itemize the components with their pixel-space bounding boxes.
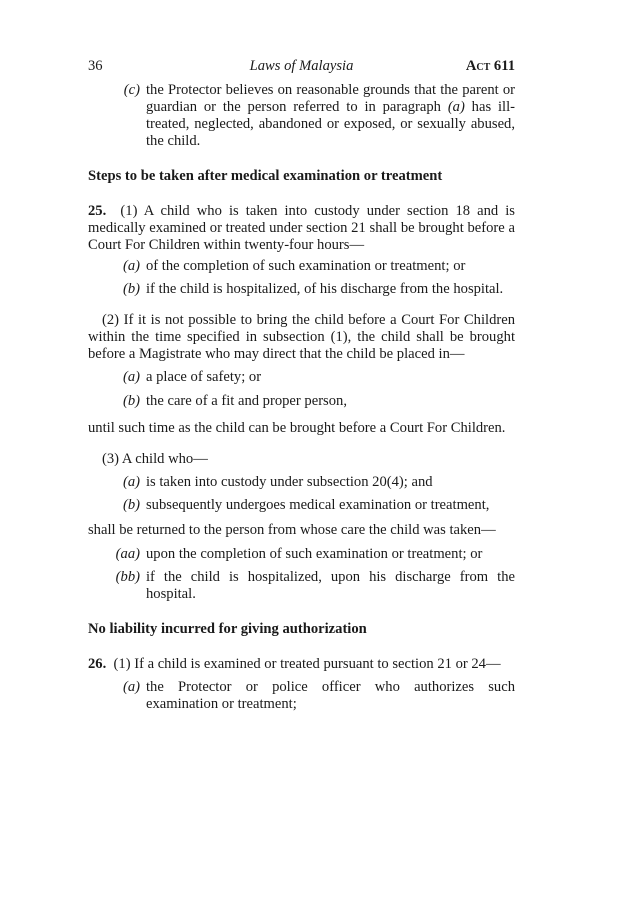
list-item — [88, 369, 515, 386]
item-label: (a) — [122, 369, 140, 385]
item-text: a place of safety; or — [146, 369, 262, 385]
item-label: (a) — [122, 474, 140, 490]
paragraph: (3) A child who— — [102, 451, 208, 467]
list-item — [88, 569, 515, 603]
item-text: of the completion of such examination or treatment; or — [146, 258, 466, 274]
item-label: (c) — [123, 82, 140, 98]
item-label: (b) — [122, 281, 140, 297]
item-label: (a) — [122, 258, 140, 274]
header-title: Laws of Malaysia — [249, 58, 354, 74]
item-text: the care of a fit and proper person, — [146, 393, 347, 409]
paragraph: 25. (1) A child who is taken into custody under section 18 and is medically examined or treated under section 21 shall be brought before a Court For Children within twenty-four hours— — [88, 203, 515, 253]
item-label: (bb) — [115, 569, 140, 585]
item-label: (a) — [122, 679, 140, 695]
page-number: 36 — [88, 58, 103, 74]
list-item — [88, 82, 515, 150]
item-text: is taken into custody under subsection 20(4); and — [146, 474, 433, 490]
item-text: the Protector believes on reasonable grounds that the parent or guardian or the person referred to in paragraph (a) has ill-treated, neglected, abandoned or exposed, or sexually abused, the child. — [146, 82, 515, 149]
paragraph: until such time as the child can be brought before a Court For Children. — [88, 420, 506, 436]
item-label: (b) — [122, 393, 140, 409]
list-item — [88, 393, 515, 410]
paragraph: shall be returned to the person from whose care the child was taken— — [88, 522, 496, 538]
list-item — [88, 281, 515, 298]
header-act: Act 611 — [465, 58, 515, 74]
list-item — [88, 474, 515, 491]
item-text: if the child is hospitalized, of his discharge from the hospital. — [146, 281, 504, 297]
section-heading: No liability incurred for giving authorization — [88, 621, 367, 637]
item-text: subsequently undergoes medical examination or treatment, — [146, 497, 490, 513]
list-item — [88, 497, 515, 514]
item-text: if the child is hospitalized, upon his discharge from the hospital. — [146, 569, 515, 602]
list-item — [88, 546, 515, 563]
item-label: (aa) — [115, 546, 140, 562]
document-page — [88, 58, 515, 713]
running-header — [88, 58, 515, 78]
item-text: the Protector or police officer who authorizes such examination or treatment; — [146, 679, 515, 712]
paragraph: 26. (1) If a child is examined or treated pursuant to section 21 or 24— — [88, 656, 501, 672]
item-text: upon the completion of such examination or treatment; or — [146, 546, 483, 562]
list-item — [88, 679, 515, 713]
item-label: (b) — [122, 497, 140, 513]
section-heading: Steps to be taken after medical examination or treatment — [88, 168, 443, 184]
list-item — [88, 258, 515, 275]
paragraph: (2) If it is not possible to bring the child before a Court For Children within the time specified in subsection (1), the child shall be brought before a Magistrate who may direct that the child be placed in— — [88, 312, 515, 362]
